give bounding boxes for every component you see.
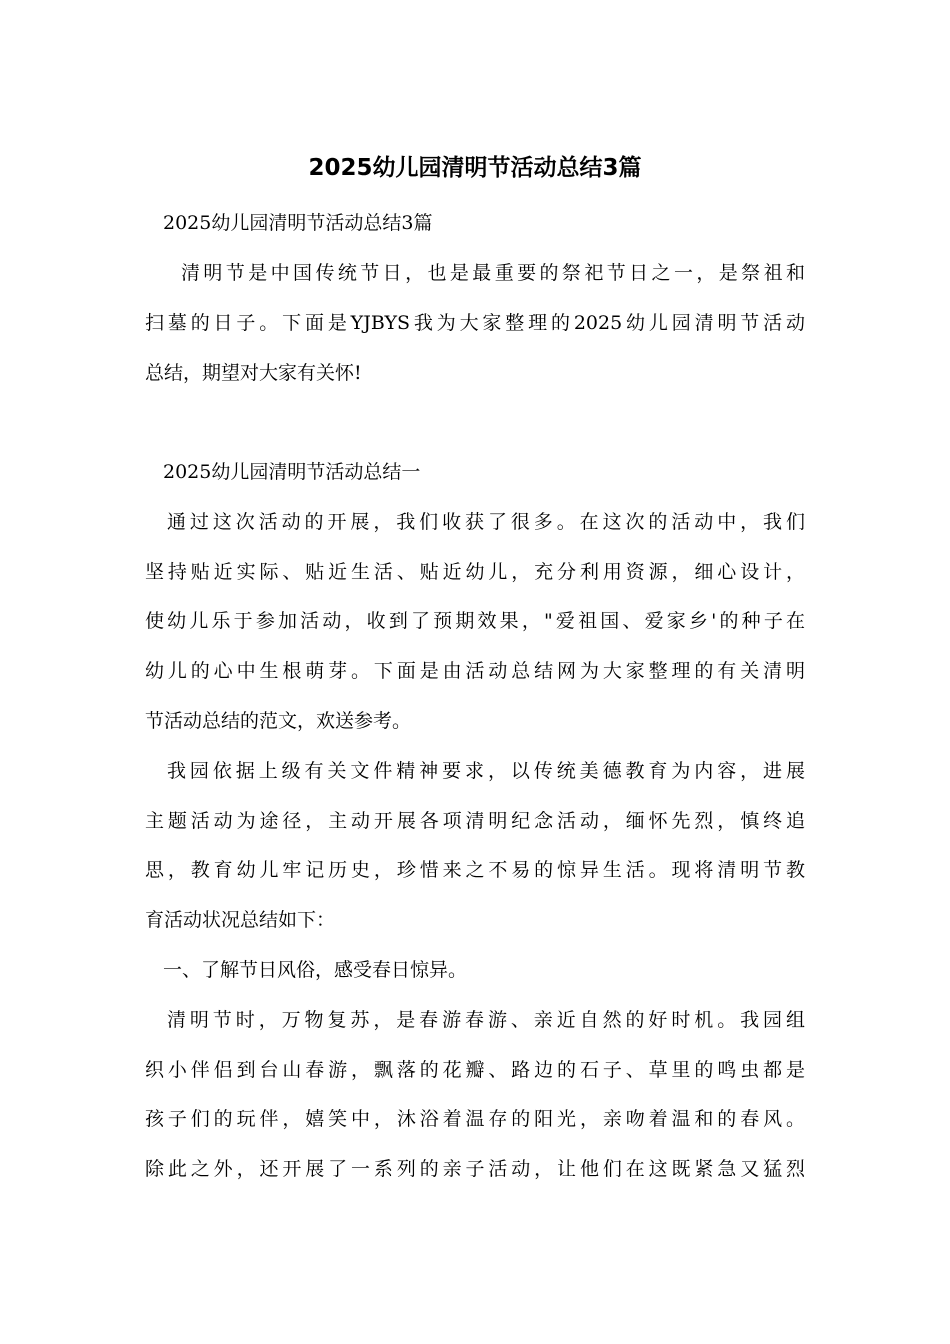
paragraph-line: 除此之外，还开展了一系列的亲子活动，让他们在这既紧急又猛烈 [145, 1158, 805, 1180]
paragraph-line: 清明节时，万物复苏，是春游春游、亲近自然的好时机。我园组 [167, 1009, 805, 1031]
document-title: 2025幼儿园清明节活动总结3篇 [308, 155, 642, 181]
paragraph-line: 总结，期望对大家有关怀! [145, 362, 362, 384]
subtitle-line: 2025幼儿园清明节活动总结3篇 [163, 212, 433, 234]
paragraph-line: 育活动状况总结如下： [145, 909, 336, 931]
paragraph-line: 主题活动为途径，主动开展各项清明纪念活动，缅怀先烈，慎终追 [145, 810, 805, 832]
paragraph-line: 节活动总结的范文，欢送参考。 [145, 710, 412, 732]
paragraph-line: 我园依据上级有关文件精神要求，以传统美德教育为内容，进展 [167, 760, 805, 782]
section-heading: 一、了解节日风俗，感受春日惊异。 [163, 959, 468, 981]
paragraph-line: 幼儿的心中生根萌芽。下面是由活动总结网为大家整理的有关清明 [145, 660, 805, 682]
paragraph-line: 思，教育幼儿牢记历史，珍惜来之不易的惊异生活。现将清明节教 [145, 859, 805, 881]
paragraph-line: 使幼儿乐于参加活动，收到了预期效果，"爱祖国、爱家乡'的种子在 [145, 610, 805, 632]
paragraph-line: 扫墓的日子。下面是YJBYS我为大家整理的2025幼儿园清明节活动 [145, 312, 805, 334]
paragraph-line: 通过这次活动的开展，我们收获了很多。在这次的活动中，我们 [167, 511, 805, 533]
paragraph-line: 孩子们的玩伴，嬉笑中，沐浴着温存的阳光，亲吻着温和的春风。 [145, 1108, 805, 1130]
paragraph-line: 清明节是中国传统节日，也是最重要的祭祀节日之一，是祭祖和 [181, 262, 805, 284]
paragraph-line: 织小伴侣到台山春游，飘落的花瓣、路边的石子、草里的鸣虫都是 [145, 1059, 805, 1081]
paragraph-line: 坚持贴近实际、贴近生活、贴近幼儿，充分利用资源，细心设计， [145, 561, 805, 583]
section-heading: 2025幼儿园清明节活动总结一 [163, 461, 421, 483]
